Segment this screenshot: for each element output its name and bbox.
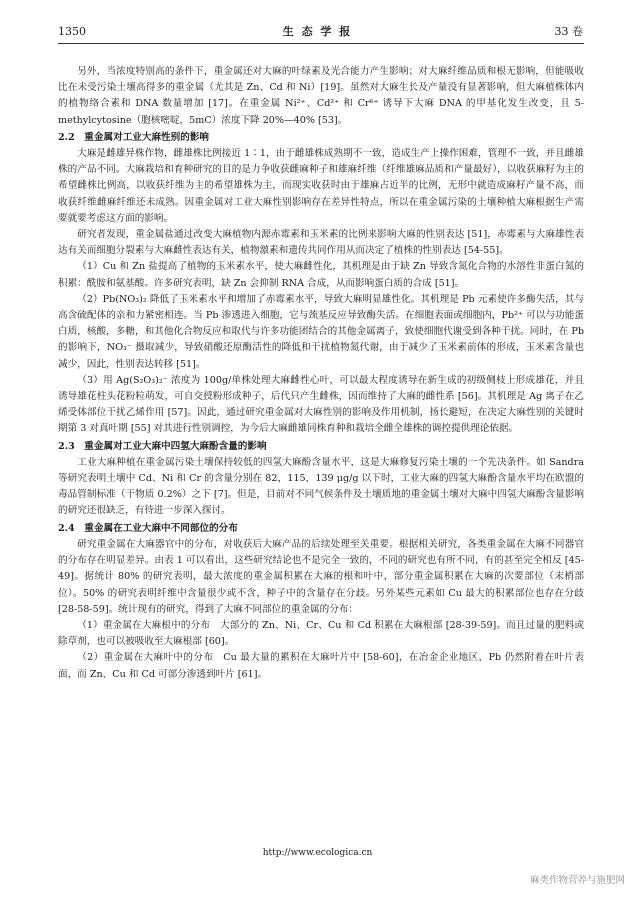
paragraph-cu-zn: （1）Cu 和 Zn 盐提高了植物的玉米素水平，使大麻雌性化，其机理是由于缺 Zn 导致含氮化合物的水溶性非蛋白氮的积累：酰胺和氨基酸。许多研究表明，缺 Zn 会抑制 RNA 合成，从而影响蛋白质的合成 [51]。 <box>58 261 584 289</box>
footer-url: http://www.ecologica.cn <box>262 848 373 858</box>
section-heading-2-2: 2.2 重金属对工业大麻性别的影响 <box>58 131 210 143</box>
paragraph-roots: （1）重金属在大麻根中的分布 大部分的 Zn、Ni、Cr、Cu 和 Cd 积累在大麻根部 [28-39-59]。而且过量的肥料或除草剂，也可以被吸收至大麻根部 [60]。 <box>58 619 584 648</box>
paragraph-lead-nitrate: （2）Pb(NO₃)₂ 降低了玉米素水平和增加了赤霉素水平，导致大麻明显雄性化。其机理是 Pb 元素使许多酶失活，其与高含硫配体的亲和力紧密相连。当 Pb 渗透进入细胞，它与巯基反应导致酶失活。在细胞表面或细胞内，Pb²⁺ 可以与功能蛋白质，核酸，多糖，和其他化合物反应和取代与许多功能团结合的其他金属离子，致使细胞代谢受到各种干扰。同时，在 Pb 的影响下，NO₃⁻ 摄取减少，导致硝酸还原酶活性的降低和干扰植物氮代谢，由于减少了玉米素前体的形成，玉米素含量也减少，因此，性别表达转移 [51]。 <box>58 293 584 370</box>
paragraph-thc: 工业大麻种植在重金属污染土壤保持较低的四氢大麻酚含量水平，这是大麻修复污染土壤的一个先决条件。如 Sandra 等研究表明土壤中 Cd、Ni 和 Cr 的含量分别在 82，115，139 μg/g 以下时，工业大麻的四氢大麻酚含量水平均在欧盟的毒品管制标准（干物质 0.2%）之下 [7]。但是，目前对不同气候条件及土壤质地的重金属土壤对大麻中四氢大麻酚含量影响的研究还很缺乏，有待进一步深入探讨。 <box>58 456 584 517</box>
section-heading-2-3: 2.3 重金属对工业大麻中四氢大麻酚含量的影响 <box>58 440 267 452</box>
paragraph-silver-thiosulfate: （3）用 Ag(S₂O₃)₂⁻ 浓度为 100g/单株处理大麻雌性心叶，可以最大程度诱导在新生成的初级侧枝上形成雄花，并且诱导雄花柱头花粉粒萌发，可自交授粉形成种子，后代只产生雌株，因而维持了大麻的雌性系 [56]。其机理是 Ag 离子在乙烯受体部位干扰乙烯作用 [57]。因此，通过研究重金属对大麻性别的影响及作用机制，扬长避短，在决定大麻性别的关键时期第 3 对真叶期 [55] 对其进行性别调控，为今后大麻雌雄同株育种和栽培全雌全雄株的调控提供理论依据。 <box>58 374 584 435</box>
paragraph-heavy-metal-chlorophyll: 另外，当浓度特别高的条件下，重金属还对大麻的叶绿素及光合能力产生影响；对大麻纤维品质和根无影响，但能吸收比在未受污染土壤高得多的重金属（尤其是 Zn、Cd 和 Ni）[19]。虽然对大麻生长及产量没有显著影响，但大麻植株体内的植物络合素和 DNA 数量增加 [17]。在重金属 Ni²⁺、Cd²⁺ 和 Cr⁶⁺ 诱导下大麻 DNA 的甲基化发生改变，且 5-methylcytosine（胞核嘧啶，5mC）浓度下降 20%—40% [53]。 <box>58 66 584 126</box>
volume-label: 33 卷 <box>554 25 583 38</box>
watermark: 麻类作物营养与施肥网 <box>529 875 625 886</box>
journal-title: 生 态 学 报 <box>282 25 353 38</box>
section-heading-2-4: 2.4 重金属在工业大麻中不同部位的分布 <box>58 522 238 534</box>
paragraph-leaves: （2）重金属在大麻叶中的分布 Cu 最大量的累积在大麻叶片中 [58-60]，在冶金企业地区，Pb 仍然附着在叶片表面，而 Zn、Cu 和 Cd 可部分渗透到叶片 [61]。 <box>58 652 584 680</box>
paragraph-dioecious: 大麻是雌雄异株作物，雌雄株比例接近 1∶1，由于雌雄株成熟期不一致，造成生产上操作困难，管理不一致，并且雌雄株的产品不同。大麻栽培和育种研究的目的是力争收获雌麻种子和雄麻纤维（纤维雄麻品质和产量最好），以收获麻籽为主的希望雌株比例高，以收获纤维为主的希望雄株为主，而现实收获时由于雄麻占近半的比例，无形中就造成麻籽产量不高，而收获纤维雌麻纤维还未成熟。因重金属对工业大麻性别影响存在差异性特点，所以在重金属污染的土壤种植大麻根据生产需要就要考虑这方面的影响。 <box>58 148 584 224</box>
article-body <box>58 64 584 683</box>
paragraph-distribution: 研究重金属在大麻器官中的分布，对收获后大麻产品的后续处理至关重要。根据相关研究，各类重金属在大麻不同器官的分布存在明显差异。由表 1 可以看出，这些研究结论也不是完全一致的，不同的研究也有所不同，有的甚至完全相反 [45-49]。据统计 80% 的研究表明，最大浓度的重金属积累在大麻的根和叶中，部分重金属积累在大麻的次要部位（末梢部位）。50% 的研究表明纤维中含量很少或不含，种子中的含量存在分歧。另外某些元素如 Cu 最大的积累部位也存在分歧 [28-58-59]。统计现有的研究，得到了大麻不同部位的重金属的分布： <box>58 538 584 615</box>
header-divider <box>58 43 584 44</box>
page-number: 1350 <box>58 25 86 38</box>
paragraph-hormones: 研究者发现，重金属盐通过改变大麻植物内源赤霉素和玉米素的比例来影响大麻的性别表达 [51]，赤霉素与大麻雄性表达有关而细胞分裂素与大麻雌性表达有关，植物激素和遗传共同作用从而决定了植株的性别表达 [54-55]。 <box>58 229 584 257</box>
